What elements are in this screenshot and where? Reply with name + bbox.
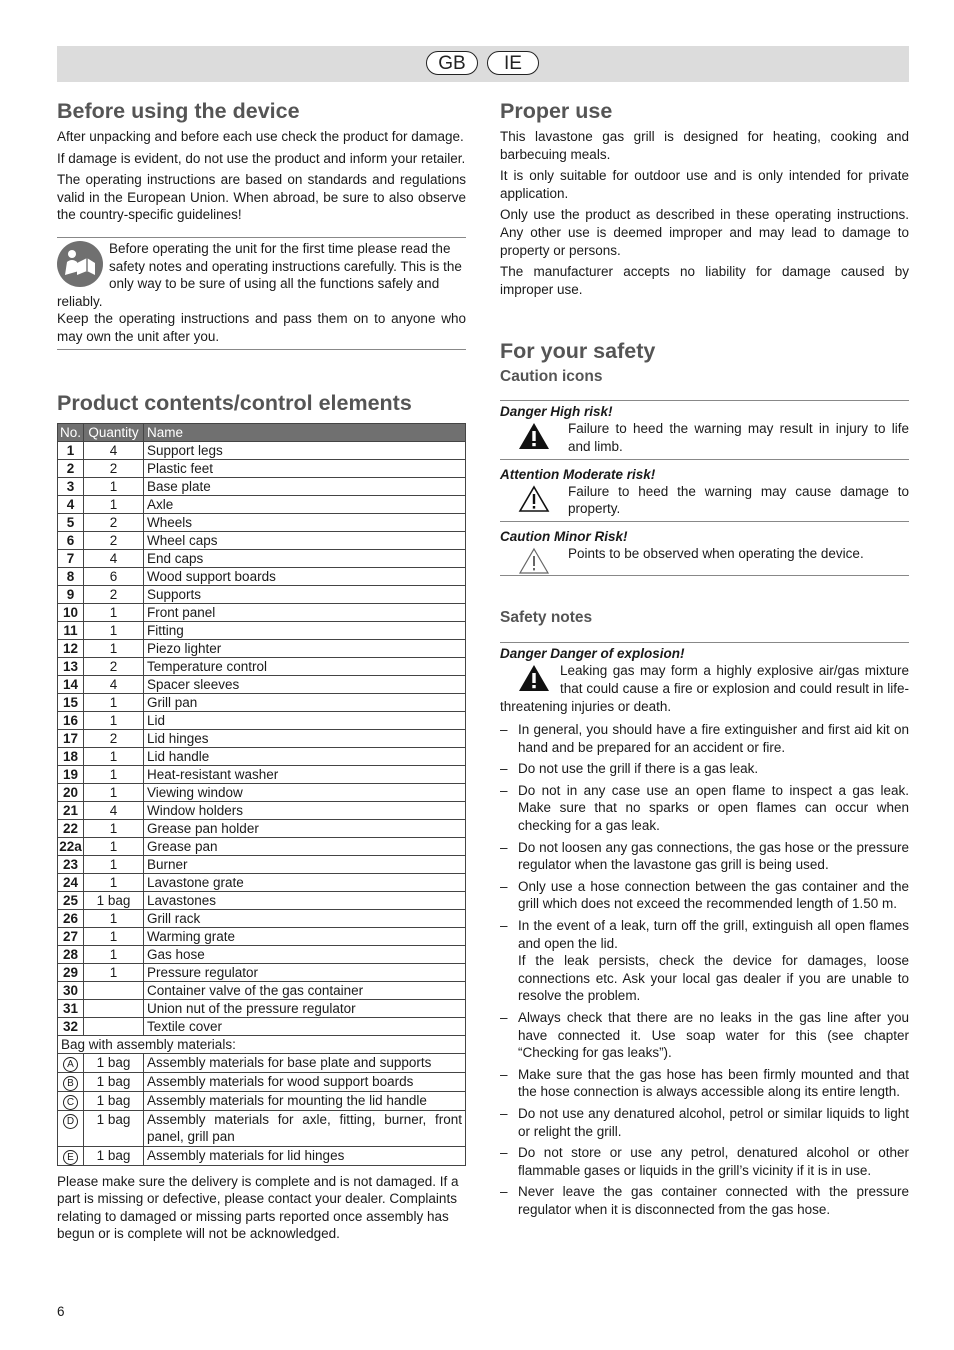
proper-paragraph-2: It is only suitable for outdoor use and is only intended for private application.: [500, 168, 909, 201]
table-row: [58, 837, 466, 855]
part-quantity: 1: [84, 963, 144, 981]
part-number: 17: [58, 729, 84, 747]
table-row: [58, 621, 466, 639]
part-quantity: 2: [84, 729, 144, 747]
part-number: 26: [58, 909, 84, 927]
part-name: Spacer sleeves: [144, 675, 466, 693]
safety-note-item: [500, 878, 909, 913]
leak-followup-text: If the leak persists, check the device for damages, loose connections etc. Ask your local gas dealer if you are unable to resolve the problem.: [518, 953, 909, 1004]
part-name: Warming grate: [144, 927, 466, 945]
table-row: [58, 441, 466, 459]
safety-note-item: [500, 1144, 909, 1179]
notice-keep-text: Keep the operating instructions and pass them on to anyone who may own the unit after you.: [57, 311, 466, 344]
bag-section-row: [58, 1035, 466, 1053]
part-name: Container valve of the gas container: [144, 981, 466, 999]
part-quantity: [84, 1017, 144, 1035]
bag-row: [58, 1110, 466, 1146]
attention-triangle-icon: [518, 485, 550, 513]
table-row: [58, 855, 466, 873]
table-row: [58, 999, 466, 1017]
part-name: Wheel caps: [144, 531, 466, 549]
safety-note-item: [500, 782, 909, 835]
part-number: 32: [58, 1017, 84, 1035]
bag-letter: D: [63, 1114, 78, 1129]
before-paragraph-1: After unpacking and before each use check the product for damage.: [57, 129, 464, 144]
notice-text: Before operating the unit for the first time please read the safety notes and operating instructions carefully. This is the only way to be sure of using all the functions safely and reliably.: [57, 240, 462, 309]
part-number: 7: [58, 549, 84, 567]
part-number: 28: [58, 945, 84, 963]
safety-note-item: [500, 1066, 909, 1101]
safety-note-item: [500, 1183, 909, 1218]
bag-letter-cell: [58, 1146, 84, 1165]
table-row: [58, 459, 466, 477]
table-row: [58, 549, 466, 567]
safety-note-text: In general, you should have a fire extinguisher and first aid kit on hand and be prepared for an accident or fire.: [518, 722, 909, 755]
part-quantity: 4: [84, 675, 144, 693]
part-quantity: 2: [84, 585, 144, 603]
safety-note-text: Do not in any case use an open flame to inspect a gas leak. Make sure that no sparks or open flames can occur when checking for a gas leak.: [518, 782, 909, 834]
left-column: [57, 98, 466, 1243]
part-number: 21: [58, 801, 84, 819]
danger-text: Failure to heed the warning may result in injury to life and limb.: [568, 421, 909, 454]
part-quantity: 2: [84, 513, 144, 531]
part-quantity: 1 bag: [84, 891, 144, 909]
part-quantity: 2: [84, 657, 144, 675]
part-number: 2: [58, 459, 84, 477]
part-name: Piezo lighter: [144, 639, 466, 657]
attention-label: Attention Moderate risk!: [500, 466, 656, 482]
part-number: 6: [58, 531, 84, 549]
part-quantity: 1: [84, 909, 144, 927]
part-number: 31: [58, 999, 84, 1017]
part-name: Lavastone grate: [144, 873, 466, 891]
proper-paragraph-4: The manufacturer accepts no liability for damage caused by improper use.: [500, 264, 909, 297]
safety-note-text: Do not use the grill if there is a gas leak.: [518, 761, 759, 777]
part-name: Grease pan holder: [144, 819, 466, 837]
part-number: 4: [58, 495, 84, 513]
table-row: [58, 819, 466, 837]
safety-note-item: [500, 721, 909, 756]
part-quantity: 1: [84, 927, 144, 945]
before-paragraph-2: If damage is evident, do not use the product and inform your retailer.: [57, 150, 466, 166]
danger-triangle-icon: [518, 422, 550, 450]
part-name: End caps: [144, 549, 466, 567]
bag-description: Assembly materials for mounting the lid handle: [144, 1091, 466, 1110]
part-name: Plastic feet: [144, 459, 466, 477]
table-row: [58, 873, 466, 891]
product-contents-heading: Product contents/control elements: [57, 390, 412, 415]
part-number: 14: [58, 675, 84, 693]
proper-paragraph-1: This lavastone gas grill is designed for heating, cooking and barbecuing meals.: [500, 129, 909, 162]
proper-paragraph-3: Only use the product as described in these operating instructions. Any other use is deemed improper and may lead to damage to property or persons.: [500, 207, 909, 258]
part-number: 12: [58, 639, 84, 657]
read-instructions-notice: [57, 237, 466, 350]
safety-note-text: Do not loosen any gas connections, the gas hose or the pressure regulator when the lavastone gas grill is being used.: [518, 839, 909, 873]
explosion-triangle-icon: [518, 664, 550, 692]
part-name: Textile cover: [144, 1017, 466, 1035]
bag-quantity: 1 bag: [84, 1110, 144, 1146]
table-row: [58, 477, 466, 495]
table-row: [58, 891, 466, 909]
part-number: 5: [58, 513, 84, 531]
bag-description: Assembly materials for axle, fitting, burner, front panel, grill pan: [144, 1110, 466, 1146]
table-row: [58, 567, 466, 585]
part-quantity: 1: [84, 855, 144, 873]
bag-description: Assembly materials for lid hinges: [144, 1146, 466, 1165]
part-quantity: 1: [84, 747, 144, 765]
table-row: [58, 495, 466, 513]
read-manual-icon: [57, 241, 103, 287]
safety-note-text: Only use a hose connection between the gas container and the grill which does not exceed the recommended length of 1.50 m.: [518, 878, 909, 912]
safety-heading: For your safety: [500, 339, 656, 364]
table-row: [58, 801, 466, 819]
part-name: Lid: [144, 711, 466, 729]
part-number: 3: [58, 477, 84, 495]
bag-row: [58, 1091, 466, 1110]
explosion-label: Danger Danger of explosion!: [500, 646, 685, 662]
safety-note-text: Do not use any denatured alcohol, petrol or similar liquids to light or relight the grill.: [518, 1105, 909, 1139]
part-number: 29: [58, 963, 84, 981]
safety-note-text: Always check that there are no leaks in the gas line after you have connected it. Use soap water for this (see chapter “Checking for gas leaks”).: [518, 1010, 909, 1061]
safety-note-text: Never leave the gas container connected with the pressure regulator when it is disconnected from the gas hose.: [518, 1184, 909, 1217]
bag-letter: A: [63, 1057, 78, 1072]
part-name: Heat-resistant washer: [144, 765, 466, 783]
part-name: Viewing window: [144, 783, 466, 801]
part-quantity: 1: [84, 837, 144, 855]
bag-letter: E: [63, 1150, 78, 1165]
part-quantity: 2: [84, 459, 144, 477]
part-quantity: 1: [84, 945, 144, 963]
part-name: Pressure regulator: [144, 963, 466, 981]
part-name: Lid handle: [144, 747, 466, 765]
part-quantity: 1: [84, 819, 144, 837]
part-number: 22: [58, 819, 84, 837]
bag-description: Assembly materials for base plate and supports: [144, 1053, 466, 1072]
caution-triangle-icon: [518, 547, 550, 575]
explosion-text: Leaking gas may form a highly explosive air/gas mixture that could cause a fire or explosion and could result in life-threatening injuries or death.: [500, 663, 909, 714]
caution-icons-heading: Caution icons: [500, 368, 603, 386]
safety-note-item: [500, 917, 909, 1005]
caution-text: Points to be observed when operating the device.: [568, 545, 864, 561]
table-row: [58, 513, 466, 531]
language-bar: [57, 46, 909, 82]
part-number: 16: [58, 711, 84, 729]
bag-letter-cell: [58, 1110, 84, 1146]
proper-use-heading: Proper use: [500, 99, 613, 123]
safety-note-text: Do not store or use any petrol, denatured alcohol or other flammable gases or liquids in the grill’s vicinity if it is in use.: [518, 1145, 909, 1178]
table-row: [58, 657, 466, 675]
table-row: [58, 1017, 466, 1035]
bag-letter: B: [63, 1076, 78, 1091]
part-name: Union nut of the pressure regulator: [144, 999, 466, 1017]
table-row: [58, 531, 466, 549]
bag-row: [58, 1072, 466, 1091]
table-row: [58, 585, 466, 603]
part-quantity: 1: [84, 693, 144, 711]
bag-letter: C: [63, 1095, 78, 1110]
safety-notes-list: [500, 721, 909, 1218]
part-quantity: 4: [84, 441, 144, 459]
table-row: [58, 747, 466, 765]
part-number: 13: [58, 657, 84, 675]
safety-note-text: In the event of a leak, turn off the grill, extinguish all open flames and open the lid.: [518, 918, 909, 951]
part-number: 20: [58, 783, 84, 801]
contents-footer: Please make sure the delivery is complete and is not damaged. If a part is missing or defective, please contact your dealer. Complaints relating to damaged or missing parts reported once assembly has begun or is complete will not be acknowledged.: [57, 1173, 459, 1242]
part-name: Fitting: [144, 621, 466, 639]
part-quantity: 1: [84, 711, 144, 729]
bag-description: Assembly materials for wood support boards: [144, 1072, 466, 1091]
table-row: [58, 603, 466, 621]
explosion-warning: [500, 643, 909, 715]
bag-row: [58, 1053, 466, 1072]
part-number: 10: [58, 603, 84, 621]
column-header-name: Name: [144, 423, 466, 441]
column-header-quantity: Quantity: [84, 423, 144, 441]
part-name: Lavastones: [144, 891, 466, 909]
part-quantity: 6: [84, 567, 144, 585]
part-name: Grill rack: [144, 909, 466, 927]
bag-quantity: 1 bag: [84, 1146, 144, 1165]
table-row: [58, 783, 466, 801]
part-name: Wood support boards: [144, 567, 466, 585]
danger-warning: [500, 401, 909, 459]
part-number: 15: [58, 693, 84, 711]
part-name: Gas hose: [144, 945, 466, 963]
bag-letter-cell: [58, 1053, 84, 1072]
part-name: Temperature control: [144, 657, 466, 675]
before-paragraph-3: The operating instructions are based on standards and regulations valid in the European Union. When abroad, be sure to also observe the country-specific guidelines!: [57, 172, 466, 223]
table-row: [58, 765, 466, 783]
part-name: Grease pan: [144, 837, 466, 855]
part-number: 11: [58, 621, 84, 639]
language-badge-ie: IE: [487, 51, 539, 75]
column-header-no: No.: [58, 423, 84, 441]
part-number: 30: [58, 981, 84, 999]
part-number: 8: [58, 567, 84, 585]
part-quantity: 1: [84, 639, 144, 657]
page-number: 6: [57, 1304, 65, 1319]
attention-text: Failure to heed the warning may cause damage to property.: [568, 483, 909, 517]
table-row: [58, 927, 466, 945]
part-number: 22a: [59, 838, 82, 854]
caution-warning: [500, 526, 909, 577]
table-row: [58, 711, 466, 729]
caution-label: Caution Minor Risk!: [500, 528, 628, 544]
part-number: 19: [58, 765, 84, 783]
danger-label: Danger High risk!: [500, 404, 613, 420]
part-quantity: 4: [84, 549, 144, 567]
part-quantity: 4: [84, 801, 144, 819]
part-quantity: 1: [84, 477, 144, 495]
bag-quantity: 1 bag: [84, 1072, 144, 1091]
bag-quantity: 1 bag: [84, 1053, 144, 1072]
table-row: [58, 981, 466, 999]
part-quantity: [84, 999, 144, 1017]
safety-note-text: Make sure that the gas hose has been firmly mounted and that the hose connection is always accessible along its entire length.: [518, 1066, 909, 1100]
bag-letter-cell: [58, 1091, 84, 1110]
bag-section-label: Bag with assembly materials:: [58, 1035, 466, 1053]
part-quantity: 1: [84, 873, 144, 891]
table-row: [58, 963, 466, 981]
part-quantity: 2: [84, 531, 144, 549]
part-number: 9: [58, 585, 84, 603]
part-quantity: 1: [84, 765, 144, 783]
part-name: Wheels: [144, 513, 466, 531]
part-name: Burner: [144, 855, 466, 873]
table-row: [58, 639, 466, 657]
bag-row: [58, 1146, 466, 1165]
part-name: Base plate: [144, 477, 466, 495]
table-row: [58, 693, 466, 711]
part-name: Grill pan: [144, 693, 466, 711]
table-row: [58, 675, 466, 693]
before-using-heading: Before using the device: [57, 99, 300, 123]
part-name: Lid hinges: [144, 729, 466, 747]
table-row: [58, 945, 466, 963]
part-quantity: 1: [84, 603, 144, 621]
bag-letter-cell: [58, 1072, 84, 1091]
part-name: Front panel: [144, 603, 466, 621]
part-name: Support legs: [144, 441, 466, 459]
part-name: Axle: [144, 495, 466, 513]
safety-note-item: [500, 1009, 909, 1062]
safety-note-item: [500, 839, 909, 874]
part-number: 18: [58, 747, 84, 765]
part-quantity: 1: [84, 783, 144, 801]
table-row: [58, 729, 466, 747]
part-number: 27: [58, 927, 84, 945]
product-contents-table: [57, 423, 466, 1166]
safety-note-item: [500, 760, 909, 778]
safety-note-item: [500, 1105, 909, 1140]
part-number: 25: [58, 891, 84, 909]
right-column: [500, 98, 909, 1223]
part-quantity: [84, 981, 144, 999]
safety-notes-heading: Safety notes: [500, 609, 593, 627]
bag-quantity: 1 bag: [84, 1091, 144, 1110]
attention-warning: [500, 464, 909, 522]
part-number: 23: [58, 855, 84, 873]
part-name: Window holders: [144, 801, 466, 819]
part-name: Supports: [144, 585, 466, 603]
part-quantity: 1: [84, 495, 144, 513]
part-number: 24: [58, 873, 84, 891]
table-row: [58, 909, 466, 927]
part-quantity: 1: [84, 621, 144, 639]
language-badge-gb: GB: [426, 51, 478, 75]
part-number: 1: [58, 441, 84, 459]
